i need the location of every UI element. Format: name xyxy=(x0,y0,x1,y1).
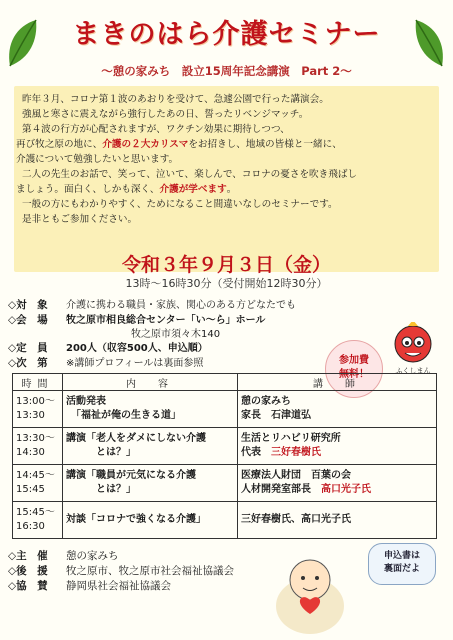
lecturer-cell: 三好春樹氏、高口光子氏 xyxy=(238,502,437,539)
event-date: 令和３年９月３日（金） xyxy=(121,254,331,276)
character-illustration-icon xyxy=(270,540,350,636)
agenda-label: ◇次 第 xyxy=(8,357,48,369)
speaker-name: 三好春樹氏 xyxy=(271,447,321,458)
venue-address: 牧之原市須々木140 xyxy=(131,329,221,340)
learn-highlight: 介護が学べます xyxy=(159,184,227,195)
agenda-row xyxy=(8,354,203,370)
organizer-row xyxy=(8,548,119,563)
capacity-label: ◇定 員 xyxy=(8,342,48,354)
venue-label: ◇会 場 xyxy=(8,314,48,326)
cosponsor-row xyxy=(8,578,171,593)
target-row xyxy=(8,296,296,312)
mascot-caption: ふくしまん xyxy=(395,367,431,375)
organizer-value: 憩の家みち xyxy=(66,550,119,562)
page-title: まきのはら介護セミナー xyxy=(72,19,381,50)
intro-line: ましょう。面白く、しかも深く、介護が学べます。 xyxy=(16,184,237,195)
table-row xyxy=(13,465,437,502)
support-row xyxy=(8,563,234,578)
cosponsor-value: 静岡県社会福祉協議会 xyxy=(66,580,171,592)
intro-line: 一般の方にもわかりやすく、ためになること間違いなしのセミナーです。 xyxy=(22,199,338,210)
lecturer-cell: 憩の家みち 家長 石津道弘 xyxy=(238,391,437,428)
intro-line: 介護について勉強したいと思います。 xyxy=(16,154,179,165)
header-lecturer: 講 師 xyxy=(238,374,437,391)
intro-box xyxy=(14,86,439,272)
organizer-label: ◇主 催 xyxy=(8,550,48,562)
lecturer-cell: 医療法人財団 百葉の会 人材開発室部長 高口光子氏 xyxy=(238,465,437,502)
support-label: ◇後 援 xyxy=(8,565,48,577)
table-row xyxy=(13,502,437,539)
program-table xyxy=(12,373,437,539)
event-time: 13時〜16時30分（受付開始12時30分） xyxy=(125,277,328,290)
content-cell: 講演「老人をダメにしない介護 とは？」 xyxy=(63,428,238,465)
content-cell: 対談「コロナで強くなる介護」 xyxy=(63,502,238,539)
intro-line: 再び牧之原の地に、介護の２大カリスマをお招きし、地域の皆様と一緒に、 xyxy=(16,139,342,150)
capacity-value: 200人（収容500人、申込順） xyxy=(66,343,208,354)
time-cell: 13:00〜 13:30 xyxy=(13,391,63,428)
venue-value: 牧之原市相良総合センター「い〜ら」ホール xyxy=(66,315,266,326)
table-header xyxy=(13,374,437,391)
lecturer-cell: 生活とリハビリ研究所 代表 三好春樹氏 xyxy=(238,428,437,465)
header-content: 内 容 xyxy=(63,374,238,391)
content-cell: 講演「職員が元気になる介護 とは？」 xyxy=(63,465,238,502)
support-value: 牧之原市、牧之原市社会福祉協議会 xyxy=(66,565,234,577)
intro-line: 第４波の行方が心配されますが、ワクチン効果に期待しつつ、 xyxy=(22,124,290,135)
time-cell: 14:45〜 15:45 xyxy=(13,465,63,502)
target-label: ◇対 象 xyxy=(8,299,48,311)
free-badge: 参加費 無料！ xyxy=(325,340,383,398)
intro-line: 強風と寒さに震えながら強行したあの日、誓ったリベンジマッチ。 xyxy=(22,109,309,120)
application-note xyxy=(368,543,436,585)
header-time: 時間 xyxy=(13,374,63,391)
table-row xyxy=(13,428,437,465)
note-text: 申込書は 裏面だよ xyxy=(383,551,420,574)
mascot-icon xyxy=(388,322,438,370)
time-cell: 15:45〜 16:30 xyxy=(13,502,63,539)
page-subtitle: 〜憩の家みち 設立15周年記念講演 Part 2〜 xyxy=(101,64,352,78)
capacity-row xyxy=(8,339,208,355)
content-cell: 活動発表 「福祉が俺の生きる道」 xyxy=(63,391,238,428)
time-cell: 13:30〜 14:30 xyxy=(13,428,63,465)
intro-line: 昨年３月、コロナ第１波のあおりを受けて、急遽公園で行った講演会。 xyxy=(22,94,329,105)
table-row xyxy=(13,391,437,428)
target-value: 介護に携わる職員・家族、関心のある方どなたでも xyxy=(66,300,296,311)
speaker-name: 高口光子氏 xyxy=(321,484,371,495)
intro-line: 是非ともご参加ください。 xyxy=(22,214,138,225)
cosponsor-label: ◇協 賛 xyxy=(8,580,48,592)
charisma-highlight: 介護の２大カリスマ xyxy=(102,139,189,150)
intro-line: 二人の先生のお話で、笑って、泣いて、楽しんで、コロナの憂さを吹き飛ばし xyxy=(22,169,358,180)
agenda-note: ※講師プロフィールは裏面参照 xyxy=(66,358,204,369)
